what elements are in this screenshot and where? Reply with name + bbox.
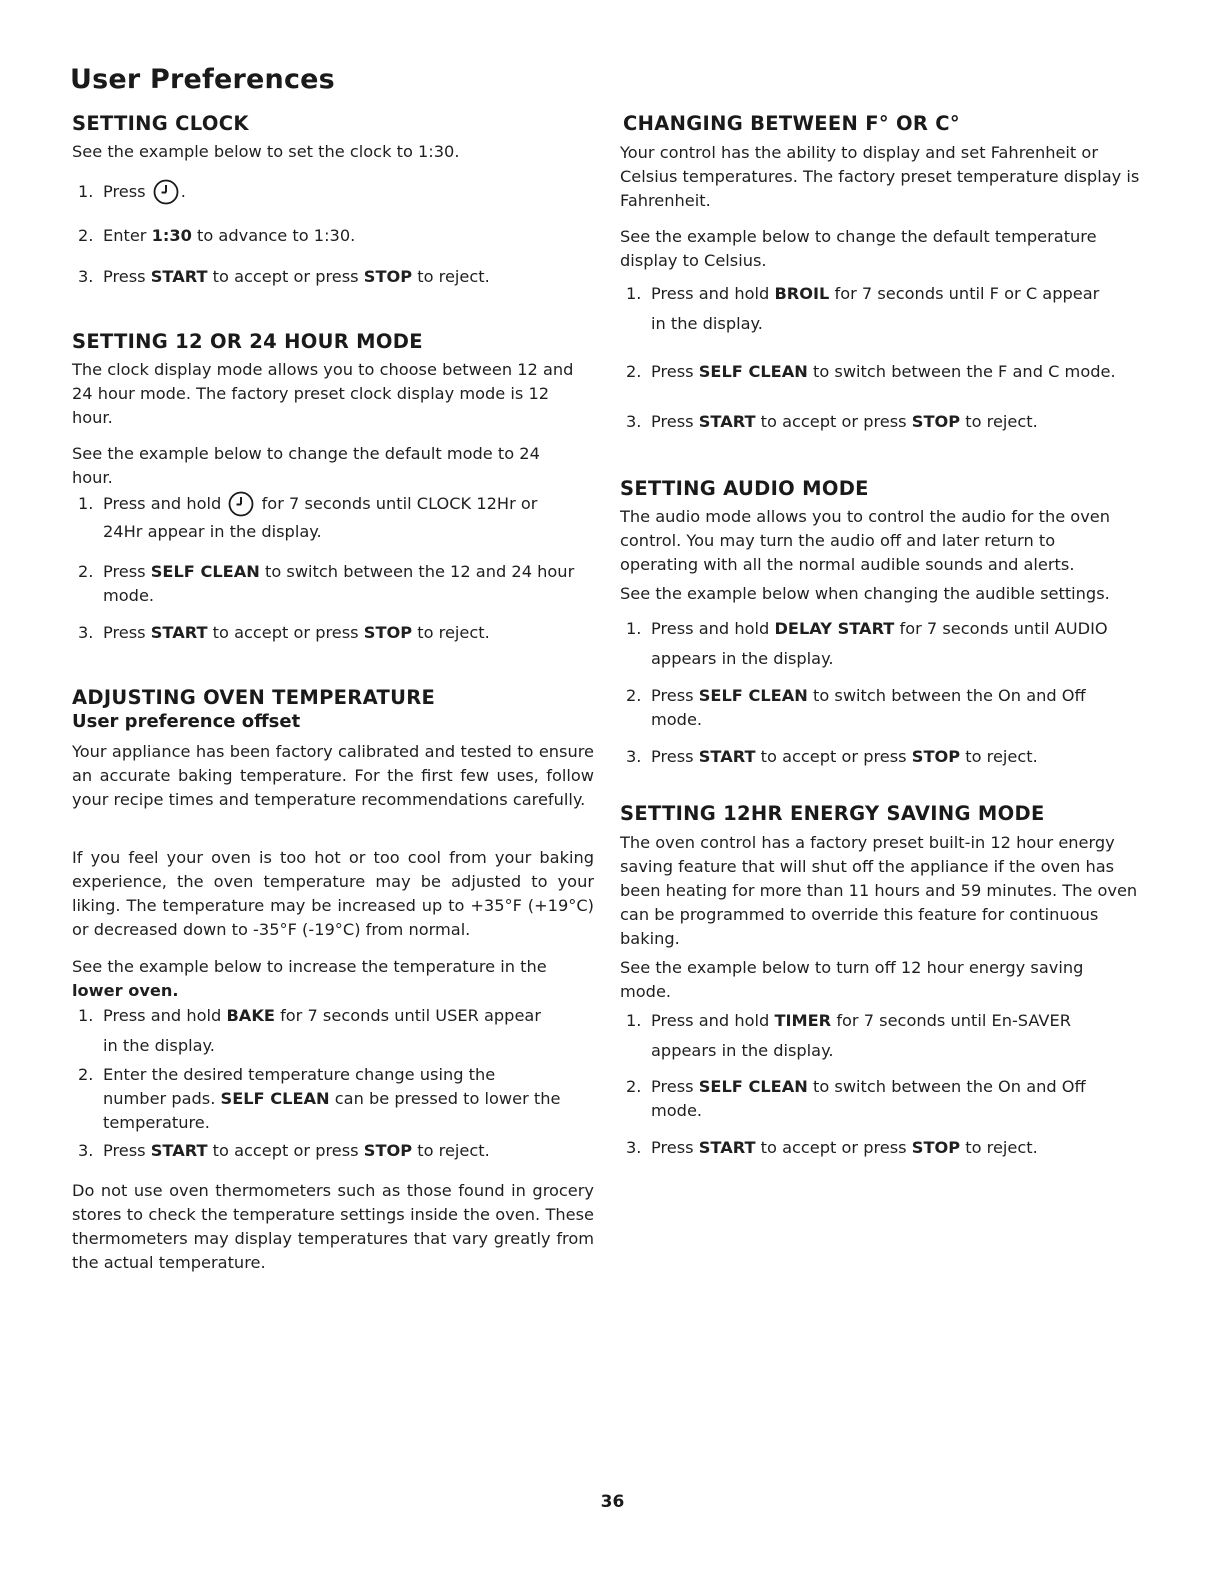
energy-saving-example: See the example below to turn off 12 hour energy saving mode. xyxy=(620,958,1084,1001)
audio-mode-heading: SETTING AUDIO MODE xyxy=(620,477,869,500)
energy-saving-step-2: 2. Press SELF CLEAN to switch between the On and Off mode. xyxy=(626,1077,1086,1120)
temp-units-example: See the example below to change the default temperature display to Celsius. xyxy=(620,227,1097,270)
setting-clock-intro: See the example below to set the clock to 1:30. xyxy=(72,142,460,161)
temp-units-step-3: 3. Press START to accept or press STOP to reject. xyxy=(626,412,1038,431)
oven-temp-heading: ADJUSTING OVEN TEMPERATURE xyxy=(72,686,436,709)
clock-icon xyxy=(153,179,179,205)
oven-temp-subheading: User preference offset xyxy=(72,711,301,732)
oven-thermometer-note: Do not use oven thermometers such as those found in grocery stores to check the temperature settings inside the oven. These thermometers may display temperatures that vary greatly from the actual temperature. xyxy=(72,1181,594,1272)
setting-clock-step-3: 3. Press START to accept or press STOP to reject. xyxy=(78,267,490,286)
clock-icon xyxy=(228,491,254,517)
oven-temp-example: See the example below to increase the temperature in the lower oven. xyxy=(72,957,547,1000)
setting-clock-step-1: 1. Press . xyxy=(78,180,598,204)
temp-units-heading: CHANGING BETWEEN F° OR C° xyxy=(623,112,960,135)
audio-mode-example: See the example below when changing the audible settings. xyxy=(620,584,1110,603)
temp-units-description: Your control has the ability to display and set Fahrenheit or Celsius temperatures. The factory preset temperature display is Fahrenheit. xyxy=(620,143,1140,210)
energy-saving-step-1: 1. Press and hold TIMER for 7 seconds until En-SAVER appears in the display. xyxy=(626,1011,1071,1060)
oven-temp-calibration-text: Your appliance has been factory calibrated and tested to ensure an accurate baking temperature. For the first few uses, follow your recipe times and temperature recommendations carefully. xyxy=(72,742,594,809)
oven-temp-step-1: 1. Press and hold BAKE for 7 seconds until USER appear in the display. xyxy=(78,1006,541,1055)
hour-mode-example: See the example below to change the default mode to 24 hour. xyxy=(72,444,540,487)
page-number: 36 xyxy=(600,1492,625,1512)
hour-mode-heading: SETTING 12 OR 24 HOUR MODE xyxy=(72,330,423,353)
hour-mode-step-2: 2. Press SELF CLEAN to switch between the 12 and 24 hour mode. xyxy=(78,562,575,605)
oven-temp-step-2: 2. Enter the desired temperature change using the number pads. SELF CLEAN can be pressed to lower the temperature. xyxy=(78,1065,561,1132)
page-title: User Preferences xyxy=(70,64,335,95)
audio-mode-description: The audio mode allows you to control the audio for the oven control. You may turn the audio off and later return to operating with all the normal audible sounds and alerts. xyxy=(620,507,1111,574)
audio-mode-step-1: 1. Press and hold DELAY START for 7 seconds until AUDIO appears in the display. xyxy=(626,619,1108,668)
setting-clock-step-2: 2. Enter 1:30 to advance to 1:30. xyxy=(78,226,356,245)
hour-mode-description: The clock display mode allows you to choose between 12 and 24 hour mode. The factory preset clock display mode is 12 hour. xyxy=(72,360,574,427)
energy-saving-description: The oven control has a factory preset built-in 12 hour energy saving feature that will shut off the appliance if the oven has been heating for more than 11 hours and 59 minutes. The oven can be programmed to override this feature for continuous baking. xyxy=(620,833,1138,948)
temp-units-step-1: 1. Press and hold BROIL for 7 seconds until F or C appear in the display. xyxy=(626,284,1100,333)
oven-temp-adjust-text: If you feel your oven is too hot or too cool from your baking experience, the oven temperature may be adjusted to your liking. The temperature may be increased up to +35°F (+19°C) or decreased down to -35°F (-19°C) from normal. xyxy=(72,848,594,939)
hour-mode-step-1: 1. Press and hold for 7 seconds until CLOCK 12Hr or 24Hr appear in the display. xyxy=(78,492,598,544)
audio-mode-step-2: 2. Press SELF CLEAN to switch between the On and Off mode. xyxy=(626,686,1086,729)
hour-mode-step-3: 3. Press START to accept or press STOP to reject. xyxy=(78,623,490,642)
audio-mode-step-3: 3. Press START to accept or press STOP to reject. xyxy=(626,747,1038,766)
setting-clock-heading: SETTING CLOCK xyxy=(72,112,249,135)
oven-temp-step-3: 3. Press START to accept or press STOP to reject. xyxy=(78,1141,490,1160)
energy-saving-step-3: 3. Press START to accept or press STOP to reject. xyxy=(626,1138,1038,1157)
temp-units-step-2: 2. Press SELF CLEAN to switch between the F and C mode. xyxy=(626,362,1116,381)
energy-saving-heading: SETTING 12HR ENERGY SAVING MODE xyxy=(620,802,1045,825)
